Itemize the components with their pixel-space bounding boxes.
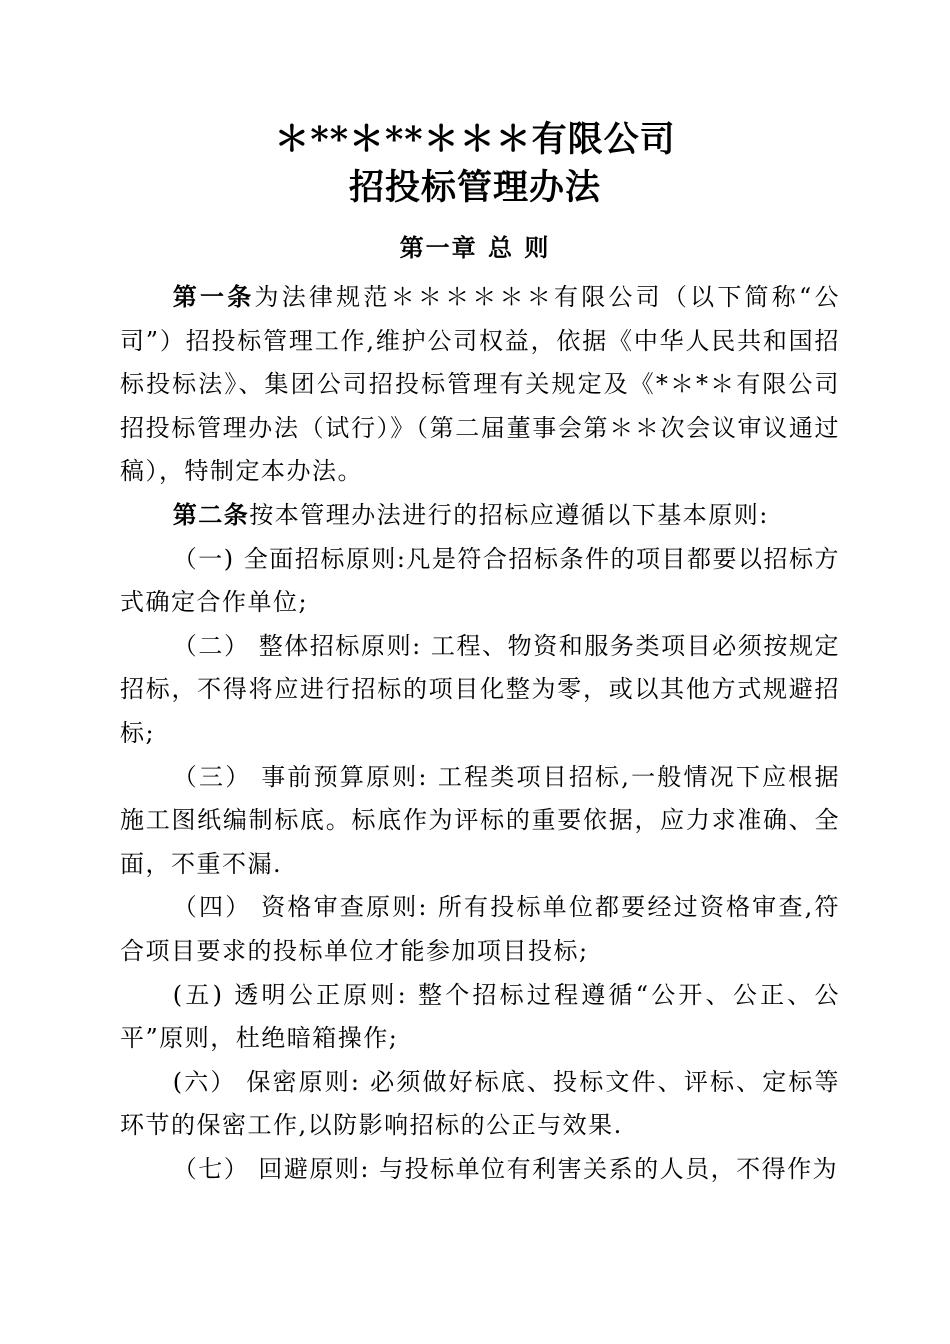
principle-4: （四） 资格审查原则: 所有投标单位都要经过资格审查,符合项目要求的投标单位才能参加项目投标;: [120, 893, 840, 965]
document-title: 招投标管理办法: [348, 167, 601, 208]
chapter-heading: 第一章 总 则: [399, 234, 551, 262]
article-label: 第一条: [172, 283, 255, 311]
article-text: 按本管理办法进行的招标应遵循以下基本原则:: [249, 500, 769, 529]
article-label: 第二条: [172, 500, 250, 529]
principle-3: （三） 事前预算原则: 工程类项目招标,一般情况下应根据施工图纸编制标底。标底作为评标的重要依据，应力求准确、全面，不重不漏.: [120, 762, 840, 878]
company-title: ＊**＊**＊＊＊有限公司: [274, 119, 676, 160]
article-1: [120, 276, 840, 494]
article-text: 为法律规范＊＊＊＊＊＊有限公司（以下简称“公司”）招投标管理工作,维护公司权益，依据《中华人民共和国招标投标法》、集团公司招投标管理有关规定及《*＊*＊有限公司招投标管理办法（试行）》（第二届董事会第＊＊次会议审议通过稿），特制定本办法。: [120, 283, 840, 486]
principle-2: （二） 整体招标原则: 工程、物资和服务类项目必须按规定招标，不得将应进行招标的项目化整为零，或以其他方式规避招标;: [120, 631, 840, 747]
principle-7: （七） 回避原则: 与投标单位有利害关系的人员，不得作为: [172, 1154, 839, 1183]
document-body: [120, 276, 840, 1191]
article-2: [120, 494, 840, 538]
principle-1: （一) 全面招标原则:凡是符合招标条件的项目都要以招标方式确定合作单位;: [120, 544, 840, 617]
principle-6: (六） 保密原则: 必须做好标底、投标文件、评标、定标等环节的保密工作,以防影响招标的公正与效果.: [120, 1067, 840, 1140]
principle-5: (五) 透明公正原则: 整个招标过程遵循“公开、公正、公平”原则，杜绝暗箱操作;: [120, 980, 840, 1053]
